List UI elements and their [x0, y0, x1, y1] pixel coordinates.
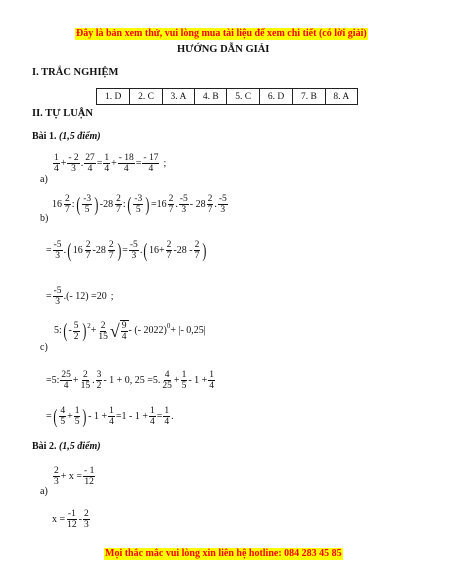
answer-row [97, 89, 358, 105]
bai2-heading [32, 441, 101, 452]
answer-cell: 7. B [293, 89, 325, 105]
section-2-title: II. TỰ LUẬN [32, 108, 93, 119]
answer-cell: 3. A [162, 89, 194, 105]
expr-c3: = ( 4 5 + $\frac{1}{5}$ ) - 1 + $\frac{1}{4}$ =1 - 1 + $\frac{1}{4}$ = $\frac{1}{4}$ . [46, 405, 174, 428]
expr-b3: = $\frac{-5}{3}$ .(- 12) =20 ; [46, 286, 114, 307]
answer-cell: 1. D [97, 89, 130, 105]
label-a: a) [40, 174, 48, 185]
bai1-heading [32, 131, 101, 142]
label-c: c) [40, 342, 48, 353]
section-1-title: I. TRẮC NGHIỆM [32, 67, 119, 78]
doc-title: HƯỚNG DẪN GIẢI [177, 44, 270, 55]
expr-b2: = $\frac{-5}{3}$ . ( 16 2 7 - 28 2 7 ) = $\frac{-5}{3}$ . ( 16 + $\frac{2}{7}$ - 28 - 2 7 ) [46, 239, 207, 262]
hotline-footer: Mọi thắc mắc vui lòng xin liên hệ hotline: 084 283 45 85 [105, 548, 342, 559]
expr-2a2: x = $\frac{-1}{12}$ - 2 3 [52, 509, 89, 530]
expr-a: 1 4 + $\frac{- 2}{3}$ . $\frac{27}{4}$ = $\frac{1}{4}$ + $\frac{- 18}{4}$ = $\frac{- 17}{4}$ ; [54, 153, 167, 174]
bai2-label: Bài 2. [32, 441, 57, 452]
bai2-points: (1,5 điểm) [58, 441, 101, 452]
label-b: b) [40, 213, 49, 224]
bai1-points: (1,5 điểm) [58, 131, 101, 142]
preview-banner: Đây là bản xem thử, vui lòng mua tài liệu để xem chi tiết (có lời giải) [76, 28, 367, 39]
answer-cell: 2. C [130, 89, 162, 105]
expr-b: 16 2 7 : ( -3 5 ) - 28 2 7 : ( -3 5 ) =16 2 7 . -5 3 - 28 2 7 . -5 3 [52, 193, 227, 216]
label-a2: a) [40, 486, 48, 497]
answer-cell: 6. D [259, 89, 292, 105]
answer-cell: 4. B [195, 89, 227, 105]
expr-c2: =5: 25 4 + $\frac{2}{15}$ . 3 2 - 1 + 0, 25 =5. 4 25 + $\frac{1}{5}$ - 1 + $\frac{1}{4}$ [46, 370, 215, 391]
expr-2a: 2 3 + x = $\frac{- 1}{12}$ [54, 466, 95, 487]
answer-cell: 5. C [227, 89, 259, 105]
answer-cell: 8. A [325, 89, 357, 105]
bai1-label: Bài 1. [32, 131, 57, 142]
expr-c: 5: ( - 5 2 ) $^2$ + $\frac{2}{15}$ √ $\frac{9}{4}$ - (- 2022) $^0$ + |- 0,25| [54, 320, 206, 342]
answer-table [96, 88, 358, 105]
